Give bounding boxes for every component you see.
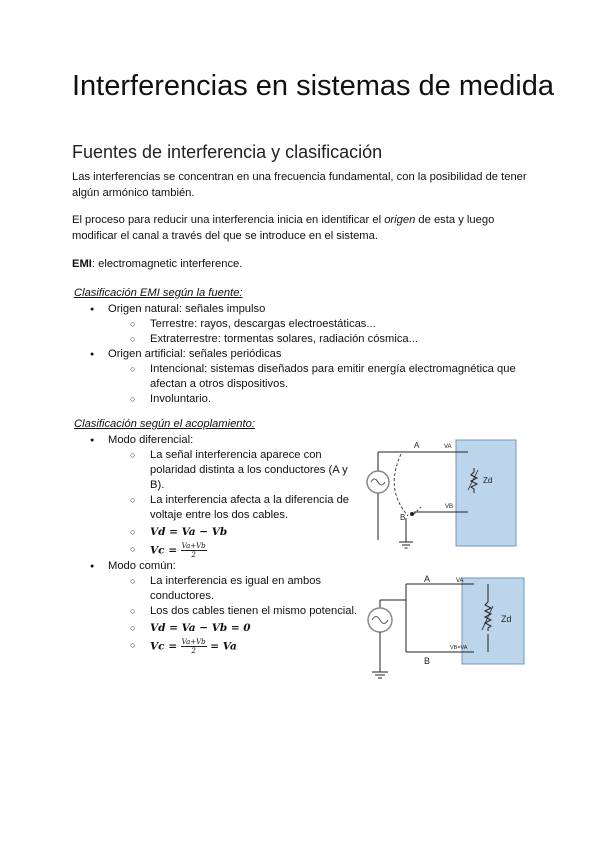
load-box [462,578,524,664]
equation-vd: Vd = Va − Vb [150,526,228,538]
section-heading-coupling: Clasificación según el acoplamiento: [74,418,255,430]
list-item-label: Modo diferencial: [108,434,194,446]
load-box [456,440,516,546]
process-text-before: El proceso para reducir una interferencia inicia en identificar el [72,214,385,226]
label-a: A [424,574,431,584]
fraction [181,542,207,559]
sub-item: ○ Extraterrestre: tormentas solares, radiación cósmica... [130,332,550,347]
sub-item: ○ La interferencia afecta a la diferencia de voltaje entre los dos cables. [130,493,360,523]
coupling-list [90,433,360,655]
common-mode-diagram [362,572,530,684]
process-text-after: de esta y luego modificar el canal a través del que se introduce en el sistema. [72,214,495,242]
intro-paragraph: Las interferencias se concentran en una frecuencia fundamental, con la posibilidad de tener algún armónico también. [72,171,527,199]
process-emphasis: origen [384,214,416,226]
equation-vc-lhs: Vc = [150,544,181,557]
sub-list [108,448,360,559]
node-b [410,512,414,516]
emi-definition [72,256,242,272]
sub-item: ○ Terrestre: rayos, descargas electroestáticas... [130,317,550,332]
sub-item: ○ Los dos cables tienen el mismo potencial. [130,604,360,619]
emi-def: : electromagnetic interference. [91,258,243,270]
sub-item: ○ La señal interferencia aparece con polaridad distinta a los conductores (A y B). [130,448,360,493]
fraction-denominator: 2 [191,647,196,655]
emi-term: EMI [72,258,92,270]
equation-vd: Vd = Va − Vb = 0 [150,622,251,634]
list-item-label: Origen natural: señales impulso [108,303,266,315]
label-b: B [424,656,431,666]
sub-item-equation [130,638,360,655]
fraction-denominator: 2 [191,551,196,559]
sub-list [108,574,360,655]
sub-item-equation [130,542,360,559]
page-title: Interferencias en sistemas de medida [72,70,554,102]
fraction-numerator: Va+Vb [181,542,206,550]
sub-list [108,362,550,407]
list-item [90,347,550,407]
sub-item: ○ La interferencia es igual en ambos conductores. [130,574,360,604]
source-list [90,302,550,407]
label-zd: Zd [483,476,493,485]
process-paragraph [72,212,532,244]
label-b: B [400,513,406,522]
label-vb: VB=VA [450,645,468,651]
label-a: A [414,441,420,450]
list-item [90,302,550,347]
label-va: VA [444,444,452,450]
list-item-label: Origen artificial: señales periódicas [108,348,282,360]
label-vb: VB [445,504,454,510]
label-zd: Zd [501,614,512,624]
list-item [90,559,360,655]
fraction [181,638,207,655]
sub-item: ○ Intencional: sistemas diseñados para emitir energía electromagnética que afectan a otros dispositivos. [130,362,550,392]
equation-vc-lhs: Vc = [150,640,181,653]
sub-item-equation [130,525,360,540]
differential-mode-diagram [356,436,522,556]
list-item-label: Modo común: [108,560,176,572]
coupling-path [414,506,422,514]
coupling-path [394,454,408,516]
sub-item: ○ Involuntario. [130,392,550,407]
list-item [90,433,360,559]
label-va: VA [456,578,464,584]
section-heading-source: Clasificación EMI según la fuente: [74,287,243,299]
sub-item-equation [130,621,360,636]
fraction-numerator: Va+Vb [181,638,206,646]
sub-list [108,317,550,347]
equation-vc-rhs: = Va [206,640,237,653]
section-title: Fuentes de interferencia y clasificación [72,142,383,162]
